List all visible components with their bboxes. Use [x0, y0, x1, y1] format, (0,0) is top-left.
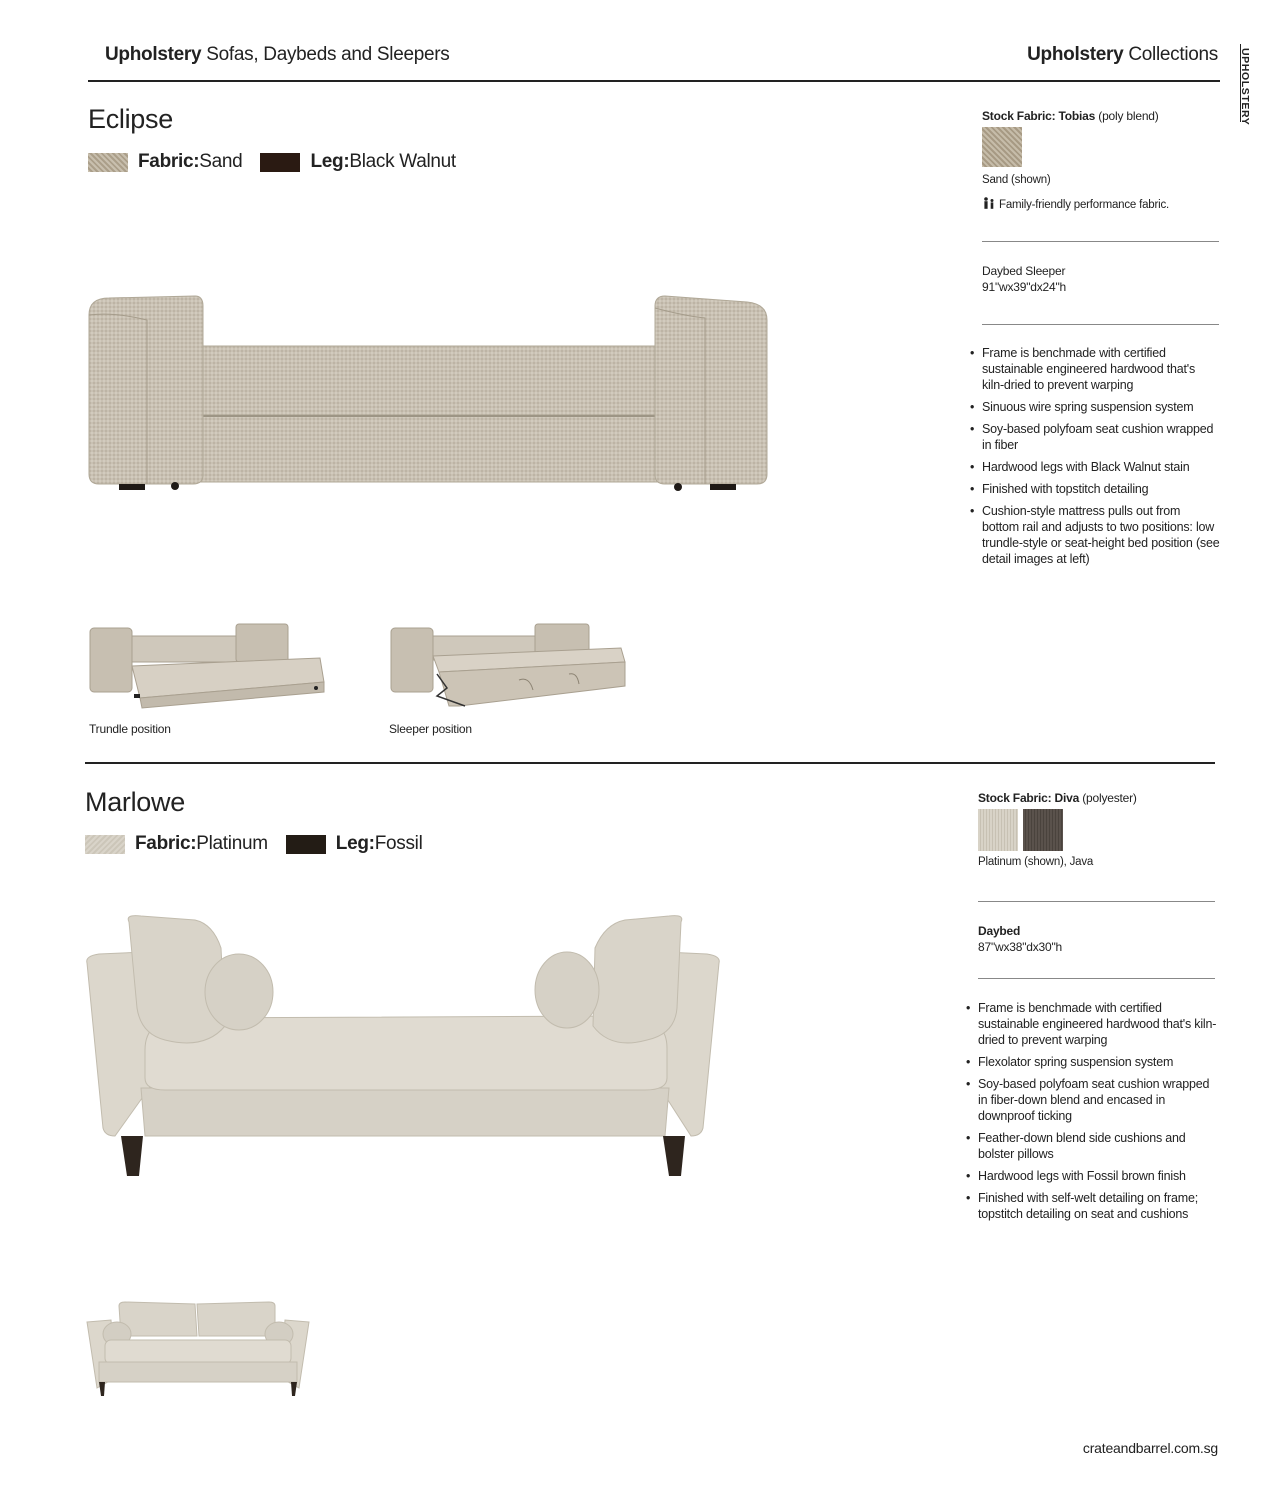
header-right-text: Collections [1123, 44, 1218, 65]
header-divider [88, 80, 1220, 82]
marlowe-fabric-swatch [85, 835, 125, 854]
feature-item: • Sinuous wire spring suspension system [970, 399, 1220, 415]
eclipse-sand-fabric-swatch [982, 127, 1022, 167]
feature-item: • Feather-down blend side cushions and bolster pillows [966, 1130, 1220, 1162]
marlowe-daybed-image [85, 908, 725, 1183]
eclipse-title: Eclipse [88, 104, 173, 134]
marlowe-spec-divider-1 [978, 901, 1215, 902]
marlowe-stock-fabric-label: Stock Fabric: Diva [978, 791, 1080, 805]
marlowe-config-name: Daybed [978, 924, 1021, 938]
marlowe-feature-list [966, 1000, 1220, 1228]
feature-item: • Flexolator spring suspension system [966, 1054, 1220, 1070]
section-divider [85, 762, 1215, 764]
marlowe-fabric-label: Fabric: [135, 833, 197, 854]
header-right-bold: Upholstery [1027, 44, 1124, 65]
marlowe-fabric-value: Platinum [196, 833, 268, 854]
eclipse-leg-value: Black Walnut [349, 151, 456, 172]
family-icon [982, 197, 996, 209]
eclipse-swatch-caption: Sand (shown) [982, 174, 1051, 186]
feature-item: • Soy-based polyfoam seat cushion wrapped in fiber [970, 421, 1220, 453]
eclipse-stock-fabric-note: (poly blend) [1095, 109, 1159, 123]
eclipse-family-friendly [982, 197, 1169, 213]
sleeper-caption: Sleeper position [389, 722, 472, 736]
eclipse-stock-fabric-label: Stock Fabric: Tobias [982, 109, 1096, 123]
marlowe-stock-fabric [978, 790, 1137, 806]
feature-item: • Frame is benchmade with certified sustainable engineered hardwood that's kiln-dried to prevent warping [966, 1000, 1220, 1048]
eclipse-sleeper-image [389, 622, 629, 710]
eclipse-leg-label: Leg: [310, 151, 350, 172]
eclipse-config-name: Daybed Sleeper [982, 264, 1066, 278]
header-right [1027, 44, 1218, 66]
header-left-bold: Upholstery [105, 44, 202, 65]
side-tab [1239, 44, 1256, 126]
eclipse-spec-divider-1 [982, 241, 1219, 242]
eclipse-fabric-label: Fabric: [138, 151, 200, 172]
header-left-text: Sofas, Daybeds and Sleepers [201, 44, 450, 65]
marlowe-java-swatch [1023, 809, 1063, 851]
marlowe-spec-divider-2 [978, 978, 1215, 979]
marlowe-dimensions: 87"wx38"dx30"h [978, 940, 1063, 954]
footer-url[interactable]: crateandbarrel.com.sg [1082, 1440, 1218, 1456]
header-left [105, 44, 450, 66]
marlowe-swatch-caption: Platinum (shown), Java [978, 856, 1094, 868]
eclipse-finish-row [88, 151, 456, 173]
marlowe-title: Marlowe [85, 787, 185, 817]
marlowe-leg-swatch [286, 835, 326, 854]
feature-item: • Soy-based polyfoam seat cushion wrapped in fiber-down blend and encased in downproof ticking [966, 1076, 1220, 1124]
feature-item: • Finished with topstitch detailing [970, 481, 1220, 497]
eclipse-daybed-image [85, 290, 775, 495]
feature-item: • Finished with self-welt detailing on frame; topstitch detailing on seat and cushions [966, 1190, 1220, 1222]
eclipse-stock-fabric [982, 108, 1159, 124]
marlowe-finish-row [85, 833, 423, 855]
eclipse-feature-list [970, 345, 1220, 573]
eclipse-leg-swatch [260, 153, 300, 172]
eclipse-spec-divider-2 [982, 324, 1219, 325]
trundle-caption: Trundle position [89, 722, 171, 736]
feature-item: • Cushion-style mattress pulls out from bottom rail and adjusts to two positions: low trundle-style or seat-height bed position (see detail images at left) [970, 503, 1220, 567]
marlowe-platinum-swatch [978, 809, 1018, 851]
feature-item: • Hardwood legs with Black Walnut stain [970, 459, 1220, 475]
feature-item: • Frame is benchmade with certified sustainable engineered hardwood that's kiln-dried to prevent warping [970, 345, 1220, 393]
marlowe-leg-value: Fossil [374, 833, 423, 854]
marlowe-stock-fabric-note: (polyester) [1079, 791, 1137, 805]
eclipse-dimensions: 91"wx39"dx24"h [982, 280, 1067, 294]
eclipse-trundle-image [88, 622, 328, 710]
side-tab-label: UPHOLSTERY [1239, 48, 1251, 126]
eclipse-fabric-value: Sand [199, 151, 243, 172]
eclipse-fabric-swatch [88, 153, 128, 172]
family-friendly-text: Family-friendly performance fabric. [999, 199, 1170, 211]
feature-item: • Hardwood legs with Fossil brown finish [966, 1168, 1220, 1184]
marlowe-sofa-image [85, 1300, 313, 1400]
marlowe-leg-label: Leg: [335, 833, 375, 854]
